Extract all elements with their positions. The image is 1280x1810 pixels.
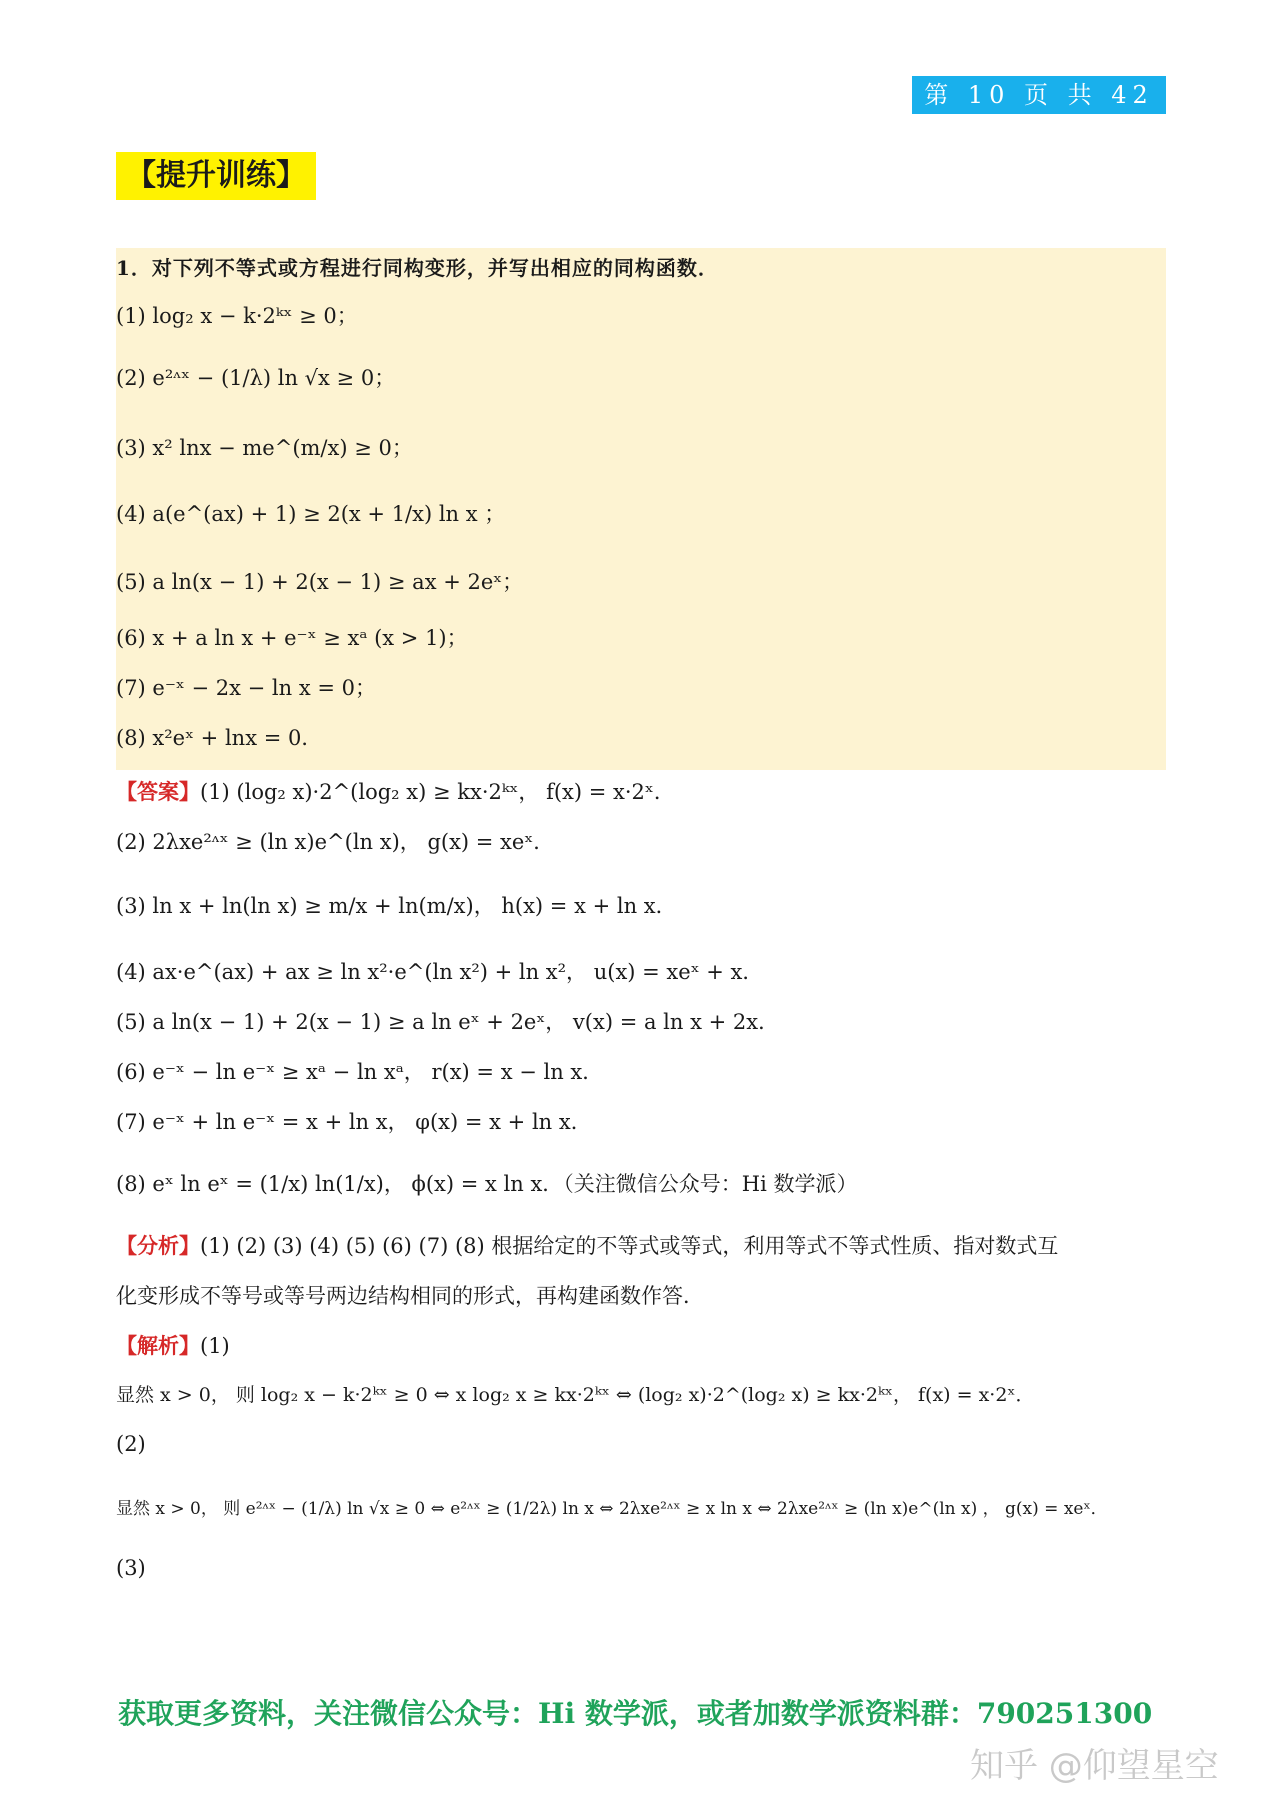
problem-item-8: (8) x²eˣ + lnx = 0． bbox=[116, 726, 323, 750]
problem-item-3: (3) x² lnx − me^(m/x) ≥ 0； bbox=[116, 436, 413, 460]
answer-line-1 bbox=[116, 776, 675, 806]
footer-cta: 获取更多资料，关注微信公众号：Hi 数学派，或者加数学派资料群：790251300 bbox=[118, 1697, 1153, 1730]
solution-tag: 【解析】 bbox=[116, 1333, 200, 1358]
answer-line-3: (3) ln x + ln(ln x) ≥ m/x + ln(m/x)， h(x) = x + ln x． bbox=[116, 894, 677, 918]
problem-item-1: (1) log₂ x − k·2ᵏˣ ≥ 0； bbox=[116, 304, 358, 328]
page-indicator: 第 10 页 共 42 页 bbox=[912, 76, 1166, 114]
analysis-tag: 【分析】 bbox=[116, 1233, 200, 1258]
answer-text-1: (1) (log₂ x)·2^(log₂ x) ≥ kx·2ᵏˣ， f(x) = x·2ˣ． bbox=[200, 780, 675, 804]
watermark: 知乎 @仰望星空 bbox=[970, 1746, 1219, 1786]
problem-item-7: (7) e⁻ˣ − 2x − ln x = 0； bbox=[116, 676, 376, 700]
answer-line-4: (4) ax·e^(ax) + ax ≥ ln x²·e^(ln x²) + ln x²， u(x) = xeˣ + x． bbox=[116, 960, 764, 984]
problem-item-2: (2) e²ᶺˣ − (1/λ) ln √x ≥ 0； bbox=[116, 366, 396, 390]
analysis-line-2: 化变形成不等号或等号两边结构相同的形式，再构建函数作答． bbox=[116, 1284, 704, 1308]
problem-item-5: (5) a ln(x − 1) + 2(x − 1) ≥ ax + 2eˣ； bbox=[116, 570, 524, 594]
answer-line-8: (8) eˣ ln eˣ = (1/x) ln(1/x)， ϕ(x) = x ln x．（关注微信公众号：Hi 数学派） bbox=[116, 1172, 858, 1196]
problem-item-4: (4) a(e^(ax) + 1) ≥ 2(x + 1/x) ln x ； bbox=[116, 502, 506, 526]
answer-tag: 【答案】 bbox=[116, 779, 200, 804]
problem-box bbox=[116, 248, 1166, 770]
section-title: 【提升训练】 bbox=[116, 152, 316, 200]
solution-part1-label: (1) bbox=[200, 1334, 230, 1358]
solution-part2-label: (2) bbox=[116, 1432, 146, 1456]
answer-line-2: (2) 2λxe²ᶺˣ ≥ (ln x)e^(ln x)， g(x) = xeˣ． bbox=[116, 830, 555, 854]
problem-heading: 1．对下列不等式或方程进行同构变形，并写出相应的同构函数． bbox=[116, 256, 719, 280]
analysis-text-1: (1) (2) (3) (4) (5) (6) (7) (8) 根据给定的不等式或等式，利用等式不等式性质、指对数式互 bbox=[200, 1234, 1059, 1258]
answer-line-7: (7) e⁻ˣ + ln e⁻ˣ = x + ln x， φ(x) = x + ln x． bbox=[116, 1110, 592, 1134]
solution-part3-label: (3) bbox=[116, 1556, 146, 1580]
solution-part2: 显然 x > 0， 则 e²ᶺˣ − (1/λ) ln √x ≥ 0 ⇔ e²ᶺˣ ≥ (1/2λ) ln x ⇔ 2λxe²ᶺˣ ≥ x ln x ⇔ 2λxe²ᶺˣ ≥ (ln x)e^(ln x) ， g(x) = xeˣ． bbox=[116, 1499, 1108, 1519]
problem-item-6: (6) x + a ln x + e⁻ˣ ≥ xᵃ (x > 1)； bbox=[116, 626, 468, 650]
solution-part1: 显然 x > 0， 则 log₂ x − k·2ᵏˣ ≥ 0 ⇔ x log₂ x ≥ kx·2ᵏˣ ⇔ (log₂ x)·2^(log₂ x) ≥ kx·2ᵏˣ， f(x) = x·2ˣ． bbox=[116, 1384, 1035, 1406]
analysis-line-1 bbox=[116, 1230, 1058, 1260]
answer-line-6: (6) e⁻ˣ − ln e⁻ˣ ≥ xᵃ − ln xᵃ， r(x) = x − ln x． bbox=[116, 1060, 604, 1084]
solution-head bbox=[116, 1330, 230, 1360]
answer-line-5: (5) a ln(x − 1) + 2(x − 1) ≥ a ln eˣ + 2eˣ， v(x) = a ln x + 2x． bbox=[116, 1010, 780, 1034]
